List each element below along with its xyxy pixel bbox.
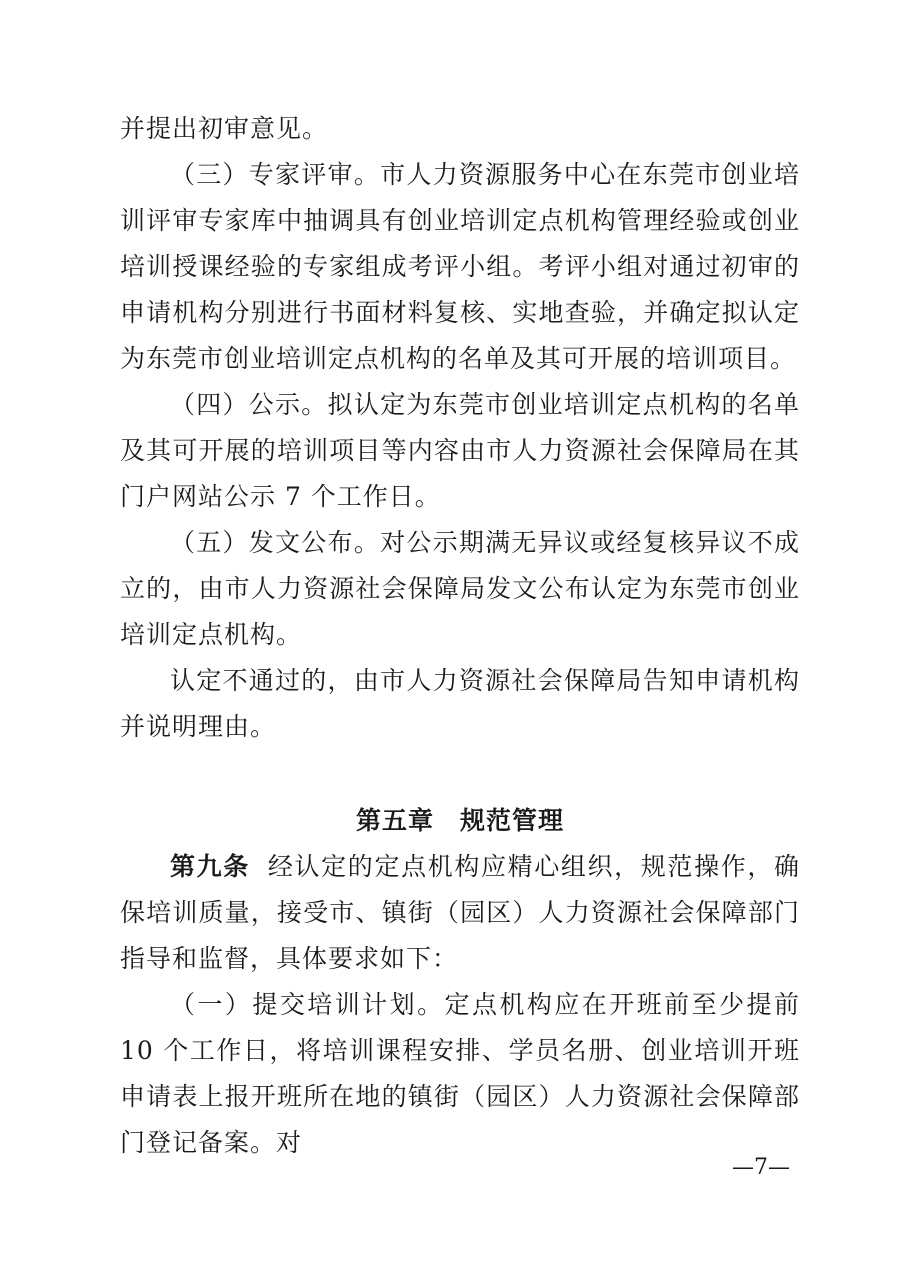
paragraph-1: 并提出初审意见。 xyxy=(120,114,329,143)
article-label: 第九条 xyxy=(170,852,250,881)
page-number: —7— xyxy=(732,1155,790,1180)
chapter-title: 第五章 规范管理 xyxy=(355,806,564,835)
article-paragraph xyxy=(120,844,800,982)
paragraph-4: （五）发文公布。对公示期满无异议或经复核异议不成立的，由市人力资源社会保障局发文公布认定为东莞市创业培训定点机构。 xyxy=(120,528,800,649)
paragraph-6: （一）提交培训计划。定点机构应在开班前至少提前 10 个工作日，将培训课程安排、学员名册、创业培训开班申请表上报开班所在地的镇街（园区）人力资源社会保障部门登记备案。对 xyxy=(120,990,800,1157)
article-text: 经认定的定点机构应精心组织，规范操作，确保培训质量，接受市、镇街（园区）人力资源社会保障部门指导和监督，具体要求如下： xyxy=(120,852,800,973)
body-text xyxy=(120,106,800,1166)
paragraph-2: （三）专家评审。市人力资源服务中心在东莞市创业培训评审专家库中抽调具有创业培训定点机构管理经验或创业培训授课经验的专家组成考评小组。考评小组对通过初审的申请机构分别进行书面材料复核、实地查验，并确定拟认定为东莞市创业培训定点机构的名单及其可开展的培训项目。 xyxy=(120,160,800,373)
paragraph-3: （四）公示。拟认定为东莞市创业培训定点机构的名单及其可开展的培训项目等内容由市人力资源社会保障局在其门户网站公示 7 个工作日。 xyxy=(120,390,800,511)
paragraph-5: 认定不通过的，由市人力资源社会保障局告知申请机构并说明理由。 xyxy=(120,666,800,741)
